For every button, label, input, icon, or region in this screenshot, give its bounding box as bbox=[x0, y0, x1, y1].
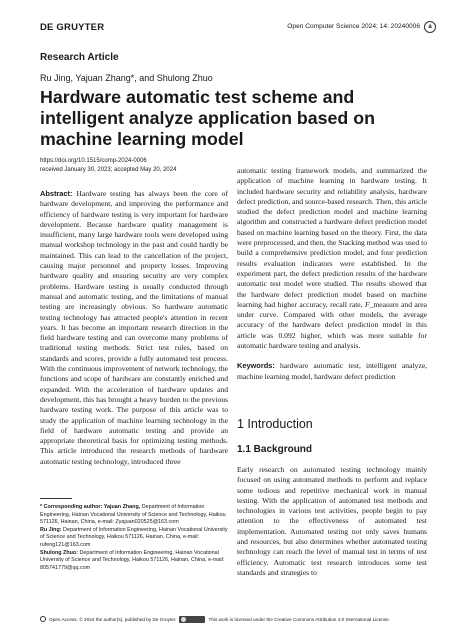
keywords-paragraph bbox=[237, 361, 427, 382]
open-access-lock-icon bbox=[40, 616, 46, 622]
footnote-corresponding-author: * Corresponding author: Yajuan Zhang, Department of Information Engineering, Hainan Vocational University of Science and Technology, Haikou 571126, Hainan, China, e-mail: Zyajuan020525@163.com bbox=[40, 504, 226, 526]
author-footnotes bbox=[40, 504, 230, 572]
abstract-paragraph bbox=[40, 189, 228, 467]
abstract-column-left bbox=[40, 189, 228, 467]
article-meta bbox=[40, 157, 176, 175]
open-access-icon: a bbox=[424, 21, 436, 33]
open-access-statement: Open Access. © 2024 the author(s), published by De Gruyter. bbox=[49, 616, 177, 622]
background-body bbox=[237, 465, 427, 578]
doi-link[interactable]: https://doi.org/10.1515/comp-2024-0006 bbox=[40, 158, 147, 164]
journal-reference: Open Computer Science 2024; 14: 20240006 bbox=[287, 23, 420, 30]
keywords-label: Keywords: bbox=[237, 361, 275, 371]
f-measure-symbol: F bbox=[364, 299, 370, 309]
abstract-continued bbox=[237, 166, 427, 351]
cc-by-license-icon bbox=[179, 616, 205, 623]
footnote-author-2: Ru Jing: Department of Information Engineering, Hainan Vocational University of Science and Technology, Haikou 571126, Hainan, China, e-mail: rufeng121@163.com bbox=[40, 526, 228, 548]
section-heading-introduction: 1 Introduction bbox=[237, 417, 313, 431]
page-footer bbox=[40, 614, 434, 624]
keywords-text: hardware automatic test, intelligent analyze, machine learning model, hardware defect prediction bbox=[237, 361, 427, 381]
article-title: Hardware automatic test scheme and intelligent analyze application based on machine learning model bbox=[40, 87, 375, 149]
abstract-text-right-pre: automatic testing framework models, and summarized the application of machine learning in hardware testing. It included hardware security and reliability analysis, hardware defect prediction, and source-based research. Then, this article studied the defect prediction model and machine learning algorithm and constructed a hardware defect prediction model based on machine learning based on the theory. First, the data were preprocessed, and then, the Stacking method was used to build a comprehensive prediction model, and four prediction results evaluation indicators were established. In the experiment part, the defect prediction results of the hardware automatic test model were studied. The results showed that the hardware defect prediction model based on machine learning had higher accuracy, recall rate, bbox=[237, 166, 427, 309]
footnote-rule bbox=[40, 498, 72, 499]
received-dates: received January 30, 2023; accepted May 20, 2024 bbox=[40, 167, 177, 173]
page-header bbox=[40, 22, 436, 38]
abstract-column-right bbox=[237, 166, 427, 382]
license-statement: This work is licensed under the Creative Commons Attribution 4.0 International License. bbox=[208, 616, 391, 622]
subsection-heading-background: 1.1 Background bbox=[237, 444, 313, 455]
abstract-text-left: Hardware testing has always been the core of hardware development, and improving the performance and efficiency of hardware testing is very important for hardware development. Because hardware quality management is insufficient, many large hardware tools were developed using manual workshop technology in the past and could hardly be maintained. This can lead to the cancellation of the project, causing major personnel and property losses. Improving hardware quality and ensuring security are very complex problems. Hardware testing is usually conducted through manual and automatic testing, and the limitations of manual testing are increasingly obvious. So hardware automatic testing technology has attracted people's attention in recent years. It has become an important research direction in the field hardware testing and can overcome many problems of traditional testing methods. Strict test rules, based on standards and scores, provide a fully automated test process. With the continuous improvement of network technology, the functions and scope of hardware are constantly enriched and expanded. With the acceleration of hardware updates and development, this has brought a heavy burden to the previous hardware testing work. The purpose of this article was to study the application of machine learning technology in the field of hardware automatic testing and provide an appropriate theoretical basis for optimizing testing methods. This article introduced the research methods of hardware automatic testing technology, introduced three bbox=[40, 189, 229, 466]
author-list: Ru Jing, Yajuan Zhang*, and Shulong Zhuo bbox=[40, 73, 213, 83]
publisher-name: DE GRUYTER bbox=[40, 22, 105, 33]
abstract-label: Abstract: bbox=[40, 189, 73, 198]
footnote-author-3: Shulong Zhuo: Department of Information Engineering, Hainan Vocational University of Science and Technology, Haikou 571126, Hainan, China, e-mail: 805741779@qq.com bbox=[40, 549, 225, 571]
abstract-text-right-post: _measure and area under curve. Compared with other models, the average accuracy of the hardware defect prediction model in this article was 0.092 higher, which was more suitable for automatic hardware testing and analysis. bbox=[237, 299, 428, 351]
background-paragraph: Early research on automated testing technology mainly focused on using automated methods to perform and replace some tedious and repetitive mechanical work in manual testing. With the application of automated test methods and technologies in various test activities, people begin to pay attention to the effectiveness of automated test implementation. Automated testing not only saves humans and resources, but also determines whether automated testing technology can reach the level of manual test in terms of test efficiency. Automatic test research introduces some test standards and strategies to bbox=[237, 465, 427, 577]
article-type: Research Article bbox=[40, 52, 119, 63]
